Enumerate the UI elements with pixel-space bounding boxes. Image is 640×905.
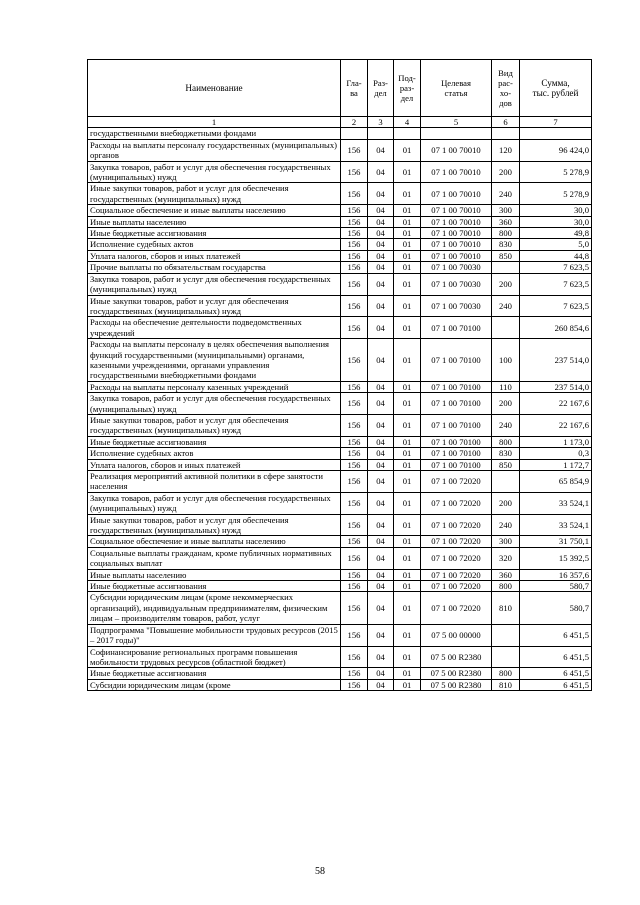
cell-name: Расходы на выплаты персоналу казенных учреждений (88, 381, 341, 392)
cell-name: Иные закупки товаров, работ и услуг для обеспечения государственных (муниципальных) нужд (88, 295, 341, 317)
cell-subsection: 01 (394, 569, 421, 580)
table-row (88, 239, 592, 250)
cell-sum: 30,0 (520, 205, 592, 216)
cell-expense-type: 200 (492, 161, 520, 183)
cell-expense-type: 120 (492, 139, 520, 161)
cell-sum: 7 623,5 (520, 295, 592, 317)
cell-target: 07 1 00 72020 (421, 514, 492, 536)
cell-chapter: 156 (341, 646, 368, 668)
cell-name: Закупка товаров, работ и услуг для обеспечения государственных (муниципальных) нужд (88, 492, 341, 514)
cell-expense-type: 200 (492, 273, 520, 295)
cell-section: 04 (368, 569, 394, 580)
cell-expense-type: 850 (492, 459, 520, 470)
cell-name: Социальные выплаты гражданам, кроме публичных нормативных социальных выплат (88, 547, 341, 569)
cell-chapter: 156 (341, 514, 368, 536)
cell-section: 04 (368, 339, 394, 382)
cell-subsection: 01 (394, 646, 421, 668)
cell-section: 04 (368, 668, 394, 679)
table-row (88, 139, 592, 161)
cell-name: Закупка товаров, работ и услуг для обеспечения государственных (муниципальных) нужд (88, 273, 341, 295)
cell-section: 04 (368, 228, 394, 239)
header-expense-type: Вид рас- хо- дов (492, 60, 520, 117)
table-row (88, 646, 592, 668)
cell-sum: 6 451,5 (520, 624, 592, 646)
cell-expense-type: 240 (492, 183, 520, 205)
cell-sum: 237 514,0 (520, 381, 592, 392)
cell-name: Субсидии юридическим лицам (кроме некоммерческих организаций), индивидуальным предпринимателям, физическим лицам – производителям товаров, работ, услуг (88, 592, 341, 624)
column-number-row (88, 117, 592, 128)
cell-sum: 6 451,5 (520, 646, 592, 668)
table-body (88, 128, 592, 691)
cell-expense-type: 240 (492, 514, 520, 536)
cell-section: 04 (368, 624, 394, 646)
cell-section: 04 (368, 679, 394, 690)
cell-sum: 5 278,9 (520, 183, 592, 205)
cell-expense-type: 320 (492, 547, 520, 569)
cell-subsection: 01 (394, 381, 421, 392)
cell-name: Закупка товаров, работ и услуг для обеспечения государственных (муниципальных) нужд (88, 393, 341, 415)
cell-name: Социальное обеспечение и иные выплаты населению (88, 205, 341, 216)
cell-subsection: 01 (394, 228, 421, 239)
cell-subsection: 01 (394, 536, 421, 547)
cell-expense-type: 800 (492, 668, 520, 679)
cell-section: 04 (368, 459, 394, 470)
cell-subsection: 01 (394, 339, 421, 382)
cell-sum: 96 424,0 (520, 139, 592, 161)
cell-chapter: 156 (341, 459, 368, 470)
column-number: 6 (492, 117, 520, 128)
cell-sum: 237 514,0 (520, 339, 592, 382)
cell-chapter: 156 (341, 295, 368, 317)
column-number: 3 (368, 117, 394, 128)
cell-section: 04 (368, 381, 394, 392)
cell-sum: 31 750,1 (520, 536, 592, 547)
column-number: 4 (394, 117, 421, 128)
cell-target: 07 1 00 72020 (421, 592, 492, 624)
cell-section: 04 (368, 646, 394, 668)
cell-expense-type: 240 (492, 414, 520, 436)
table-row (88, 514, 592, 536)
cell-target: 07 1 00 70100 (421, 414, 492, 436)
cell-section: 04 (368, 448, 394, 459)
cell-subsection: 01 (394, 448, 421, 459)
table-row (88, 273, 592, 295)
cell-target: 07 1 00 70100 (421, 436, 492, 447)
cell-subsection: 01 (394, 295, 421, 317)
cell-name: Иные бюджетные ассигнования (88, 581, 341, 592)
table-row (88, 459, 592, 470)
table-row (88, 569, 592, 580)
cell-subsection: 01 (394, 273, 421, 295)
cell-subsection: 01 (394, 205, 421, 216)
header-subsection: Под- раз- дел (394, 60, 421, 117)
cell-sum: 6 451,5 (520, 668, 592, 679)
cell-chapter: 156 (341, 216, 368, 227)
table-row (88, 679, 592, 690)
cell-section: 04 (368, 262, 394, 273)
cell-section: 04 (368, 317, 394, 339)
cell-name: Расходы на выплаты персоналу в целях обеспечения выполнения функций государственными (муниципальными) органами, казенными учреждениями, органами управления государственными внебюджетными фондами (88, 339, 341, 382)
cell-target: 07 1 00 72020 (421, 471, 492, 493)
cell-name: Расходы на выплаты персоналу государственных (муниципальных) органов (88, 139, 341, 161)
cell-name: Уплата налогов, сборов и иных платежей (88, 459, 341, 470)
table-header-row (88, 60, 592, 117)
header-chapter: Гла- ва (341, 60, 368, 117)
cell-section: 04 (368, 436, 394, 447)
cell-sum: 6 451,5 (520, 679, 592, 690)
table-row (88, 668, 592, 679)
cell-name: Расходы на обеспечение деятельности подведомственных учреждений (88, 317, 341, 339)
cell-target (421, 128, 492, 139)
table-row (88, 381, 592, 392)
column-number: 2 (341, 117, 368, 128)
cell-chapter: 156 (341, 492, 368, 514)
cell-section: 04 (368, 139, 394, 161)
table-row (88, 262, 592, 273)
cell-expense-type: 200 (492, 393, 520, 415)
cell-section: 04 (368, 273, 394, 295)
cell-chapter: 156 (341, 161, 368, 183)
cell-name: Иные выплаты населению (88, 569, 341, 580)
table-row (88, 448, 592, 459)
cell-sum: 5 278,9 (520, 161, 592, 183)
cell-name: Иные выплаты населению (88, 216, 341, 227)
cell-sum: 49,8 (520, 228, 592, 239)
cell-section: 04 (368, 216, 394, 227)
cell-name: Софинансирование региональных программ повышения мобильности трудовых ресурсов (областной бюджет) (88, 646, 341, 668)
cell-name: государственными внебюджетными фондами (88, 128, 341, 139)
cell-target: 07 1 00 70030 (421, 273, 492, 295)
cell-subsection: 01 (394, 436, 421, 447)
cell-sum (520, 128, 592, 139)
cell-section: 04 (368, 547, 394, 569)
cell-sum: 0,3 (520, 448, 592, 459)
cell-target: 07 1 00 70010 (421, 183, 492, 205)
cell-name: Социальное обеспечение и иные выплаты населению (88, 536, 341, 547)
cell-name: Исполнение судебных актов (88, 448, 341, 459)
cell-name: Уплата налогов, сборов и иных платежей (88, 250, 341, 261)
cell-sum: 580,7 (520, 581, 592, 592)
table-row (88, 295, 592, 317)
cell-subsection: 01 (394, 459, 421, 470)
column-number: 7 (520, 117, 592, 128)
cell-chapter: 156 (341, 592, 368, 624)
cell-subsection: 01 (394, 471, 421, 493)
cell-chapter: 156 (341, 471, 368, 493)
cell-expense-type: 800 (492, 436, 520, 447)
table-row (88, 581, 592, 592)
table-row (88, 536, 592, 547)
cell-target: 07 1 00 70010 (421, 250, 492, 261)
cell-expense-type: 810 (492, 679, 520, 690)
cell-target: 07 1 00 72020 (421, 536, 492, 547)
cell-expense-type: 850 (492, 250, 520, 261)
cell-sum: 44,8 (520, 250, 592, 261)
column-number: 5 (421, 117, 492, 128)
cell-expense-type: 240 (492, 295, 520, 317)
header-target: Целевая статья (421, 60, 492, 117)
cell-sum: 7 623,5 (520, 262, 592, 273)
header-section: Раз- дел (368, 60, 394, 117)
cell-subsection: 01 (394, 514, 421, 536)
cell-expense-type (492, 262, 520, 273)
table-row (88, 492, 592, 514)
cell-target: 07 1 00 70100 (421, 381, 492, 392)
cell-subsection: 01 (394, 239, 421, 250)
cell-name: Иные закупки товаров, работ и услуг для обеспечения государственных (муниципальных) нужд (88, 514, 341, 536)
cell-chapter: 156 (341, 393, 368, 415)
header-name: Наименование (88, 60, 341, 117)
cell-expense-type (492, 624, 520, 646)
cell-chapter: 156 (341, 273, 368, 295)
cell-subsection: 01 (394, 668, 421, 679)
cell-subsection: 01 (394, 183, 421, 205)
cell-subsection: 01 (394, 592, 421, 624)
cell-chapter (341, 128, 368, 139)
cell-sum: 33 524,1 (520, 492, 592, 514)
cell-chapter: 156 (341, 339, 368, 382)
cell-target: 07 1 00 70100 (421, 459, 492, 470)
cell-expense-type: 810 (492, 592, 520, 624)
cell-chapter: 156 (341, 569, 368, 580)
table-row (88, 471, 592, 493)
table-row (88, 339, 592, 382)
cell-chapter: 156 (341, 317, 368, 339)
cell-chapter: 156 (341, 205, 368, 216)
cell-name: Закупка товаров, работ и услуг для обеспечения государственных (муниципальных) нужд (88, 161, 341, 183)
cell-expense-type: 800 (492, 581, 520, 592)
cell-name: Субсидии юридическим лицам (кроме (88, 679, 341, 690)
cell-target: 07 5 00 R2380 (421, 679, 492, 690)
cell-subsection: 01 (394, 216, 421, 227)
cell-expense-type: 100 (492, 339, 520, 382)
cell-target: 07 1 00 70010 (421, 216, 492, 227)
cell-target: 07 1 00 70010 (421, 205, 492, 216)
cell-expense-type: 300 (492, 536, 520, 547)
cell-section: 04 (368, 581, 394, 592)
cell-chapter: 156 (341, 448, 368, 459)
cell-expense-type: 830 (492, 239, 520, 250)
cell-sum: 22 167,6 (520, 393, 592, 415)
cell-expense-type: 360 (492, 216, 520, 227)
cell-name: Иные бюджетные ассигнования (88, 436, 341, 447)
cell-name: Иные закупки товаров, работ и услуг для обеспечения государственных (муниципальных) нужд (88, 183, 341, 205)
cell-sum: 22 167,6 (520, 414, 592, 436)
cell-chapter: 156 (341, 139, 368, 161)
cell-sum: 33 524,1 (520, 514, 592, 536)
column-number: 1 (88, 117, 341, 128)
cell-sum: 1 172,7 (520, 459, 592, 470)
cell-subsection: 01 (394, 414, 421, 436)
table-row (88, 128, 592, 139)
cell-target: 07 5 00 R2380 (421, 646, 492, 668)
cell-target: 07 1 00 70010 (421, 161, 492, 183)
cell-target: 07 1 00 70100 (421, 393, 492, 415)
table-row (88, 250, 592, 261)
cell-name: Иные бюджетные ассигнования (88, 668, 341, 679)
cell-section: 04 (368, 592, 394, 624)
cell-sum: 65 854,9 (520, 471, 592, 493)
table-row (88, 592, 592, 624)
cell-chapter: 156 (341, 536, 368, 547)
cell-subsection (394, 128, 421, 139)
cell-subsection: 01 (394, 581, 421, 592)
cell-target: 07 1 00 70030 (421, 262, 492, 273)
cell-sum: 16 357,6 (520, 569, 592, 580)
cell-target: 07 1 00 72020 (421, 492, 492, 514)
cell-sum: 15 392,5 (520, 547, 592, 569)
header-sum: Сумма, тыс. рублей (520, 60, 592, 117)
cell-section: 04 (368, 393, 394, 415)
cell-expense-type (492, 128, 520, 139)
cell-target: 07 1 00 70100 (421, 448, 492, 459)
cell-subsection: 01 (394, 139, 421, 161)
cell-subsection: 01 (394, 262, 421, 273)
cell-chapter: 156 (341, 262, 368, 273)
cell-section: 04 (368, 183, 394, 205)
table-row (88, 393, 592, 415)
cell-target: 07 1 00 70030 (421, 295, 492, 317)
cell-name: Иные бюджетные ассигнования (88, 228, 341, 239)
cell-subsection: 01 (394, 624, 421, 646)
cell-sum: 30,0 (520, 216, 592, 227)
cell-name: Прочие выплаты по обязательствам государства (88, 262, 341, 273)
cell-chapter: 156 (341, 414, 368, 436)
cell-name: Исполнение судебных актов (88, 239, 341, 250)
cell-section: 04 (368, 514, 394, 536)
cell-section: 04 (368, 295, 394, 317)
table-row (88, 228, 592, 239)
cell-target: 07 1 00 70010 (421, 139, 492, 161)
cell-subsection: 01 (394, 317, 421, 339)
cell-target: 07 1 00 70100 (421, 339, 492, 382)
cell-expense-type: 300 (492, 205, 520, 216)
cell-chapter: 156 (341, 624, 368, 646)
cell-name: Подпрограмма "Повышение мобильности трудовых ресурсов (2015 – 2017 годы)" (88, 624, 341, 646)
cell-expense-type: 360 (492, 569, 520, 580)
cell-sum: 580,7 (520, 592, 592, 624)
cell-chapter: 156 (341, 547, 368, 569)
table-row (88, 317, 592, 339)
cell-expense-type (492, 471, 520, 493)
cell-section: 04 (368, 205, 394, 216)
cell-target: 07 1 00 70100 (421, 317, 492, 339)
cell-chapter: 156 (341, 228, 368, 239)
table-row (88, 205, 592, 216)
cell-section: 04 (368, 161, 394, 183)
cell-section: 04 (368, 239, 394, 250)
cell-sum: 1 173,0 (520, 436, 592, 447)
cell-expense-type: 830 (492, 448, 520, 459)
table-row (88, 624, 592, 646)
table-row (88, 161, 592, 183)
cell-chapter: 156 (341, 183, 368, 205)
table-row (88, 414, 592, 436)
cell-subsection: 01 (394, 492, 421, 514)
cell-sum: 5,0 (520, 239, 592, 250)
table-row (88, 547, 592, 569)
cell-chapter: 156 (341, 436, 368, 447)
cell-chapter: 156 (341, 250, 368, 261)
cell-section: 04 (368, 536, 394, 547)
cell-sum: 7 623,5 (520, 273, 592, 295)
cell-chapter: 156 (341, 581, 368, 592)
cell-section (368, 128, 394, 139)
table-row (88, 183, 592, 205)
cell-expense-type (492, 317, 520, 339)
cell-chapter: 156 (341, 679, 368, 690)
cell-sum: 260 854,6 (520, 317, 592, 339)
cell-subsection: 01 (394, 679, 421, 690)
budget-table (87, 59, 592, 691)
cell-target: 07 1 00 72020 (421, 547, 492, 569)
cell-chapter: 156 (341, 381, 368, 392)
table-row (88, 436, 592, 447)
cell-target: 07 5 00 00000 (421, 624, 492, 646)
cell-name: Иные закупки товаров, работ и услуг для обеспечения государственных (муниципальных) нужд (88, 414, 341, 436)
cell-name: Реализация мероприятий активной политики в сфере занятости населения (88, 471, 341, 493)
cell-chapter: 156 (341, 239, 368, 250)
cell-subsection: 01 (394, 250, 421, 261)
cell-expense-type: 800 (492, 228, 520, 239)
cell-subsection: 01 (394, 161, 421, 183)
cell-subsection: 01 (394, 393, 421, 415)
cell-expense-type: 200 (492, 492, 520, 514)
cell-target: 07 1 00 70010 (421, 239, 492, 250)
cell-section: 04 (368, 492, 394, 514)
table-row (88, 216, 592, 227)
cell-expense-type: 110 (492, 381, 520, 392)
cell-target: 07 5 00 R2380 (421, 668, 492, 679)
cell-section: 04 (368, 250, 394, 261)
page-number: 58 (315, 866, 325, 877)
cell-target: 07 1 00 72020 (421, 569, 492, 580)
cell-section: 04 (368, 414, 394, 436)
cell-expense-type (492, 646, 520, 668)
cell-target: 07 1 00 72020 (421, 581, 492, 592)
cell-subsection: 01 (394, 547, 421, 569)
cell-chapter: 156 (341, 668, 368, 679)
cell-target: 07 1 00 70010 (421, 228, 492, 239)
cell-section: 04 (368, 471, 394, 493)
